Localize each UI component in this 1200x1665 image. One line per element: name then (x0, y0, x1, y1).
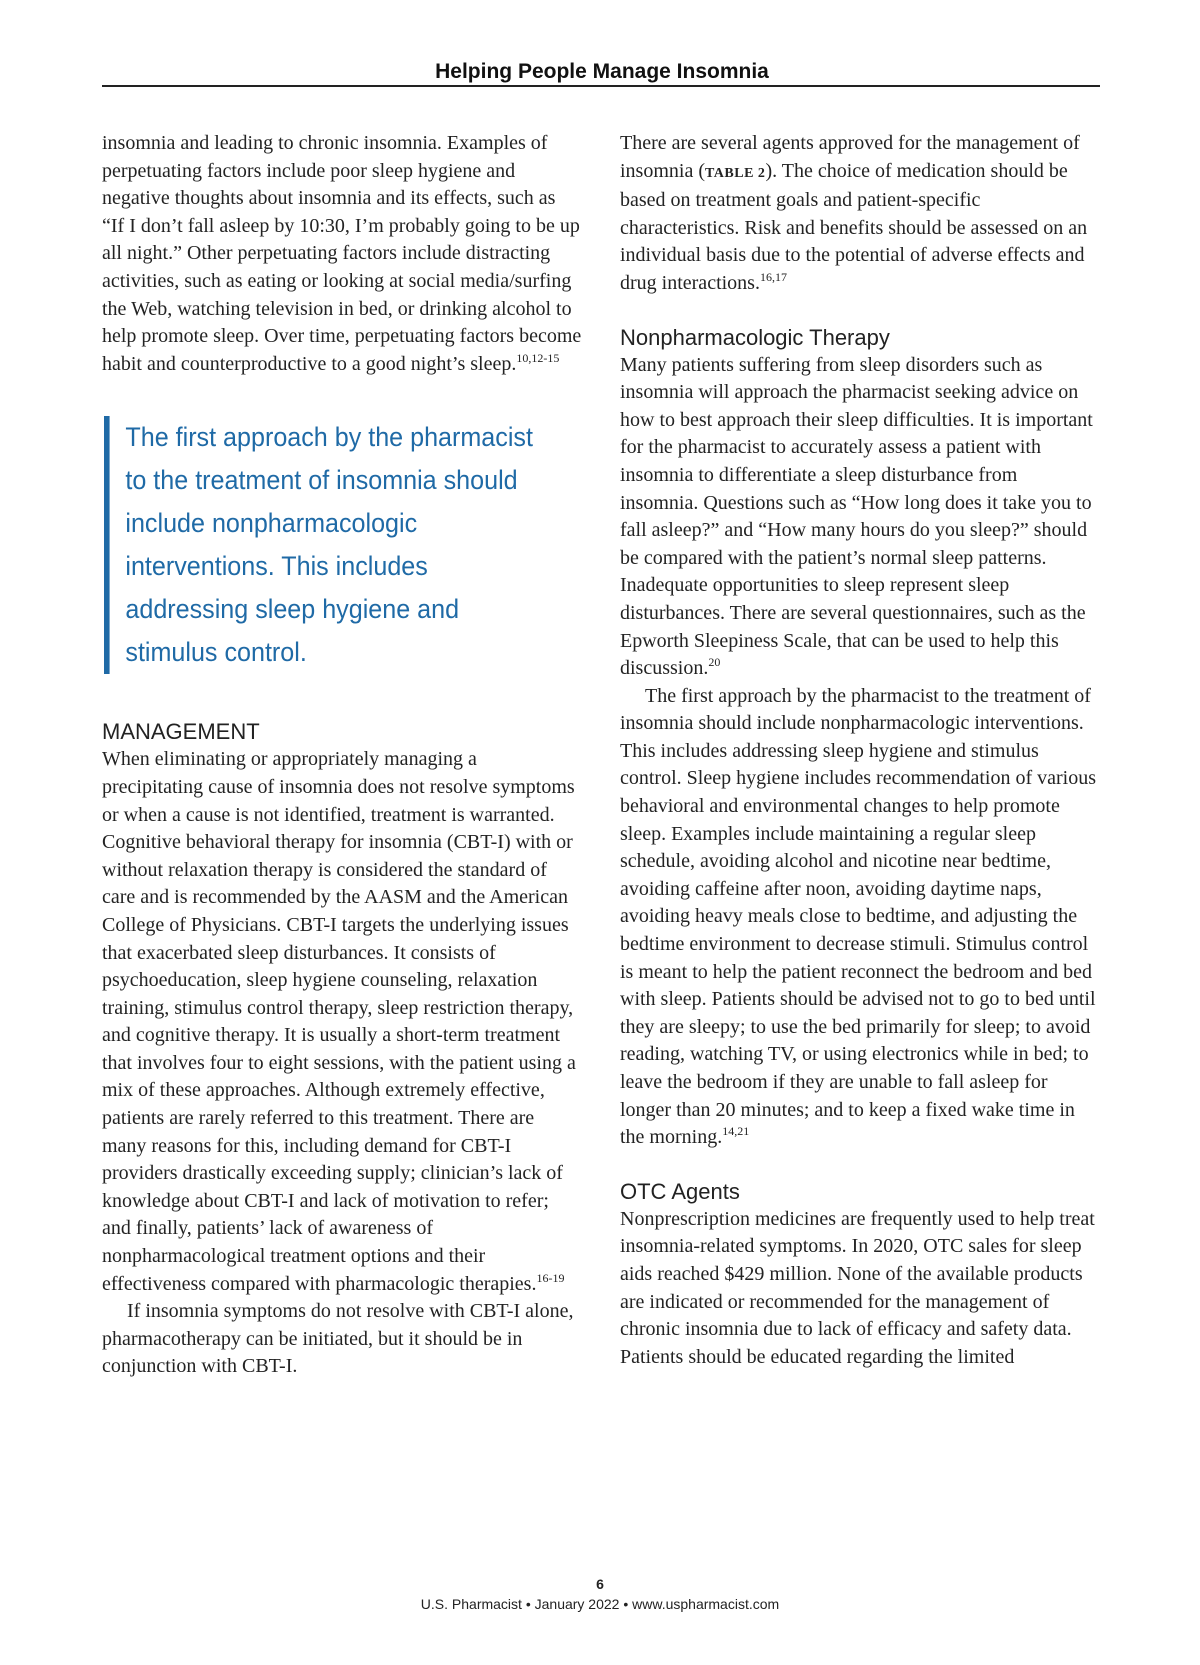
citation: 16,17 (759, 269, 787, 284)
citation: 14,21 (722, 1124, 750, 1139)
footer-publication: U.S. Pharmacist • January 2022 • www.uspharmacist.com (420, 1596, 780, 1612)
paragraph-text: ). The choice of medication should be based on treatment goals and patient-specific characteristics. Risk and benefits should be assessed on an individual basis due to the potential of adverse effects and drug interactions. (620, 159, 1088, 294)
citation: 10,12-15 (516, 350, 560, 365)
paragraph-text: The first approach by the pharmacist to the treatment of insomnia should include nonpharmacologic interventions. This includes addressing sleep hygiene and stimulus control. Sleep hygiene includes recommendation of various behavioral and environmental changes to help promote sleep. Examples include maintaining a regular sleep schedule, avoiding alcohol and nicotine near bedtime, avoiding caffeine after noon, avoiding daytime naps, avoiding heavy meals close to bedtime, and adjusting the bedtime environment to decrease stimuli. Stimulus control is meant to help the patient reconnect the bedroom and bed with sleep. Patients should be advised not to go to bed until they are sleepy; to use the bed primarily for sleep; to avoid reading, watching TV, or using electronics while in bed; to leave the bedroom if they are unable to fall asleep for longer than 20 minutes; and to keep a fixed wake time in the morning. (620, 684, 1096, 1149)
paragraph: If insomnia symptoms do not resolve with CBT-I alone, pharmacotherapy can be initiated, but it should be in conjunction with CBT-I. (102, 1300, 574, 1378)
paragraph-text: insomnia and leading to chronic insomnia. Examples of perpetuating factors include poor sleep hygiene and negative thoughts about insomnia and its effects, such as “If I don’t fall asleep by 10:30, I’m probably going to be up all night.” Other perpetuating factors include distracting activities, such as eating or looking at social media/surfing the Web, watching television in bed, or drinking alcohol to help promote sleep. Over time, perpetuating factors become habit and counterproductive to a good night’s sleep. (102, 132, 582, 375)
citation: 20 (708, 655, 721, 670)
page-number: 6 (596, 1576, 604, 1592)
header-rule (102, 85, 1100, 87)
paragraph-text: Many patients suffering from sleep disorders such as insomnia will approach the pharmacist seeking advice on how to best approach their sleep difficulties. It is important for the pharmacist to accurately assess a patient with insomnia to differentiate a sleep disturbance from insomnia. Questions such as “How long does it take you to fall asleep?” and “How many hours do you sleep?” should be compared with the patient’s normal sleep patterns. Inadequate opportunities to sleep represent sleep disturbances. There are several questionnaires, such as the Epworth Sleepiness Scale, that can be used to help this discussion. (620, 353, 1093, 680)
paragraph (102, 746, 582, 1298)
section-heading-management: MANAGEMENT (102, 719, 260, 745)
paragraph (620, 352, 1100, 683)
left-column (102, 130, 582, 1381)
paragraph-text: When eliminating or appropriately managing a precipitating cause of insomnia does not resolve symptoms or when a cause is not identified, treatment is warranted. Cognitive behavioral therapy for insomnia (CBT-I) with or without relaxation therapy is considered the standard of care and is recommended by the AASM and the American College of Physicians. CBT-I targets the underlying issues that exacerbated sleep disturbances. It consists of psychoeducation, sleep hygiene counseling, relaxation training, stimulus control therapy, sleep restriction therapy, and cognitive therapy. It is usually a short-term treatment that involves four to eight sessions, with the patient using a mix of these approaches. Although extremely effective, patients are rarely referred to this treatment. There are many reasons for this, including demand for CBT-I providers drastically exceeding supply; clinician’s lack of knowledge about CBT-I and lack of motivation to refer; and finally, patients’ lack of awareness of nonpharmacological treatment options and their effectiveness compared with pharmacologic therapies. (102, 748, 576, 1295)
running-head: Helping People Manage Insomnia (435, 60, 769, 83)
table-reference: TABLE 2 (705, 165, 766, 181)
pull-quote: The first approach by the pharmacist to the treatment of insomnia should include nonpharmacologic interventions. This includes addressing sleep hygiene and stimulus control. (104, 416, 549, 674)
paragraph (620, 130, 1100, 298)
paragraph-text: There are several agents approved for the management of insomnia ( (620, 132, 1080, 182)
paragraph (620, 683, 1100, 1152)
paragraph: Nonprescription medicines are frequently used to help treat insomnia-related symptoms. In 2020, OTC sales for sleep aids reached $429 million. None of the available products are indicated or recommended for the management of chronic insomnia due to lack of efficacy and safety data. Patients should be educated regarding the limited (620, 1207, 1095, 1368)
section-heading-otc: OTC Agents (620, 1178, 740, 1204)
citation: 16-19 (536, 1270, 565, 1285)
right-column (620, 130, 1100, 1371)
section-heading-nonpharmacologic: Nonpharmacologic Therapy (620, 324, 890, 350)
paragraph (102, 130, 582, 378)
